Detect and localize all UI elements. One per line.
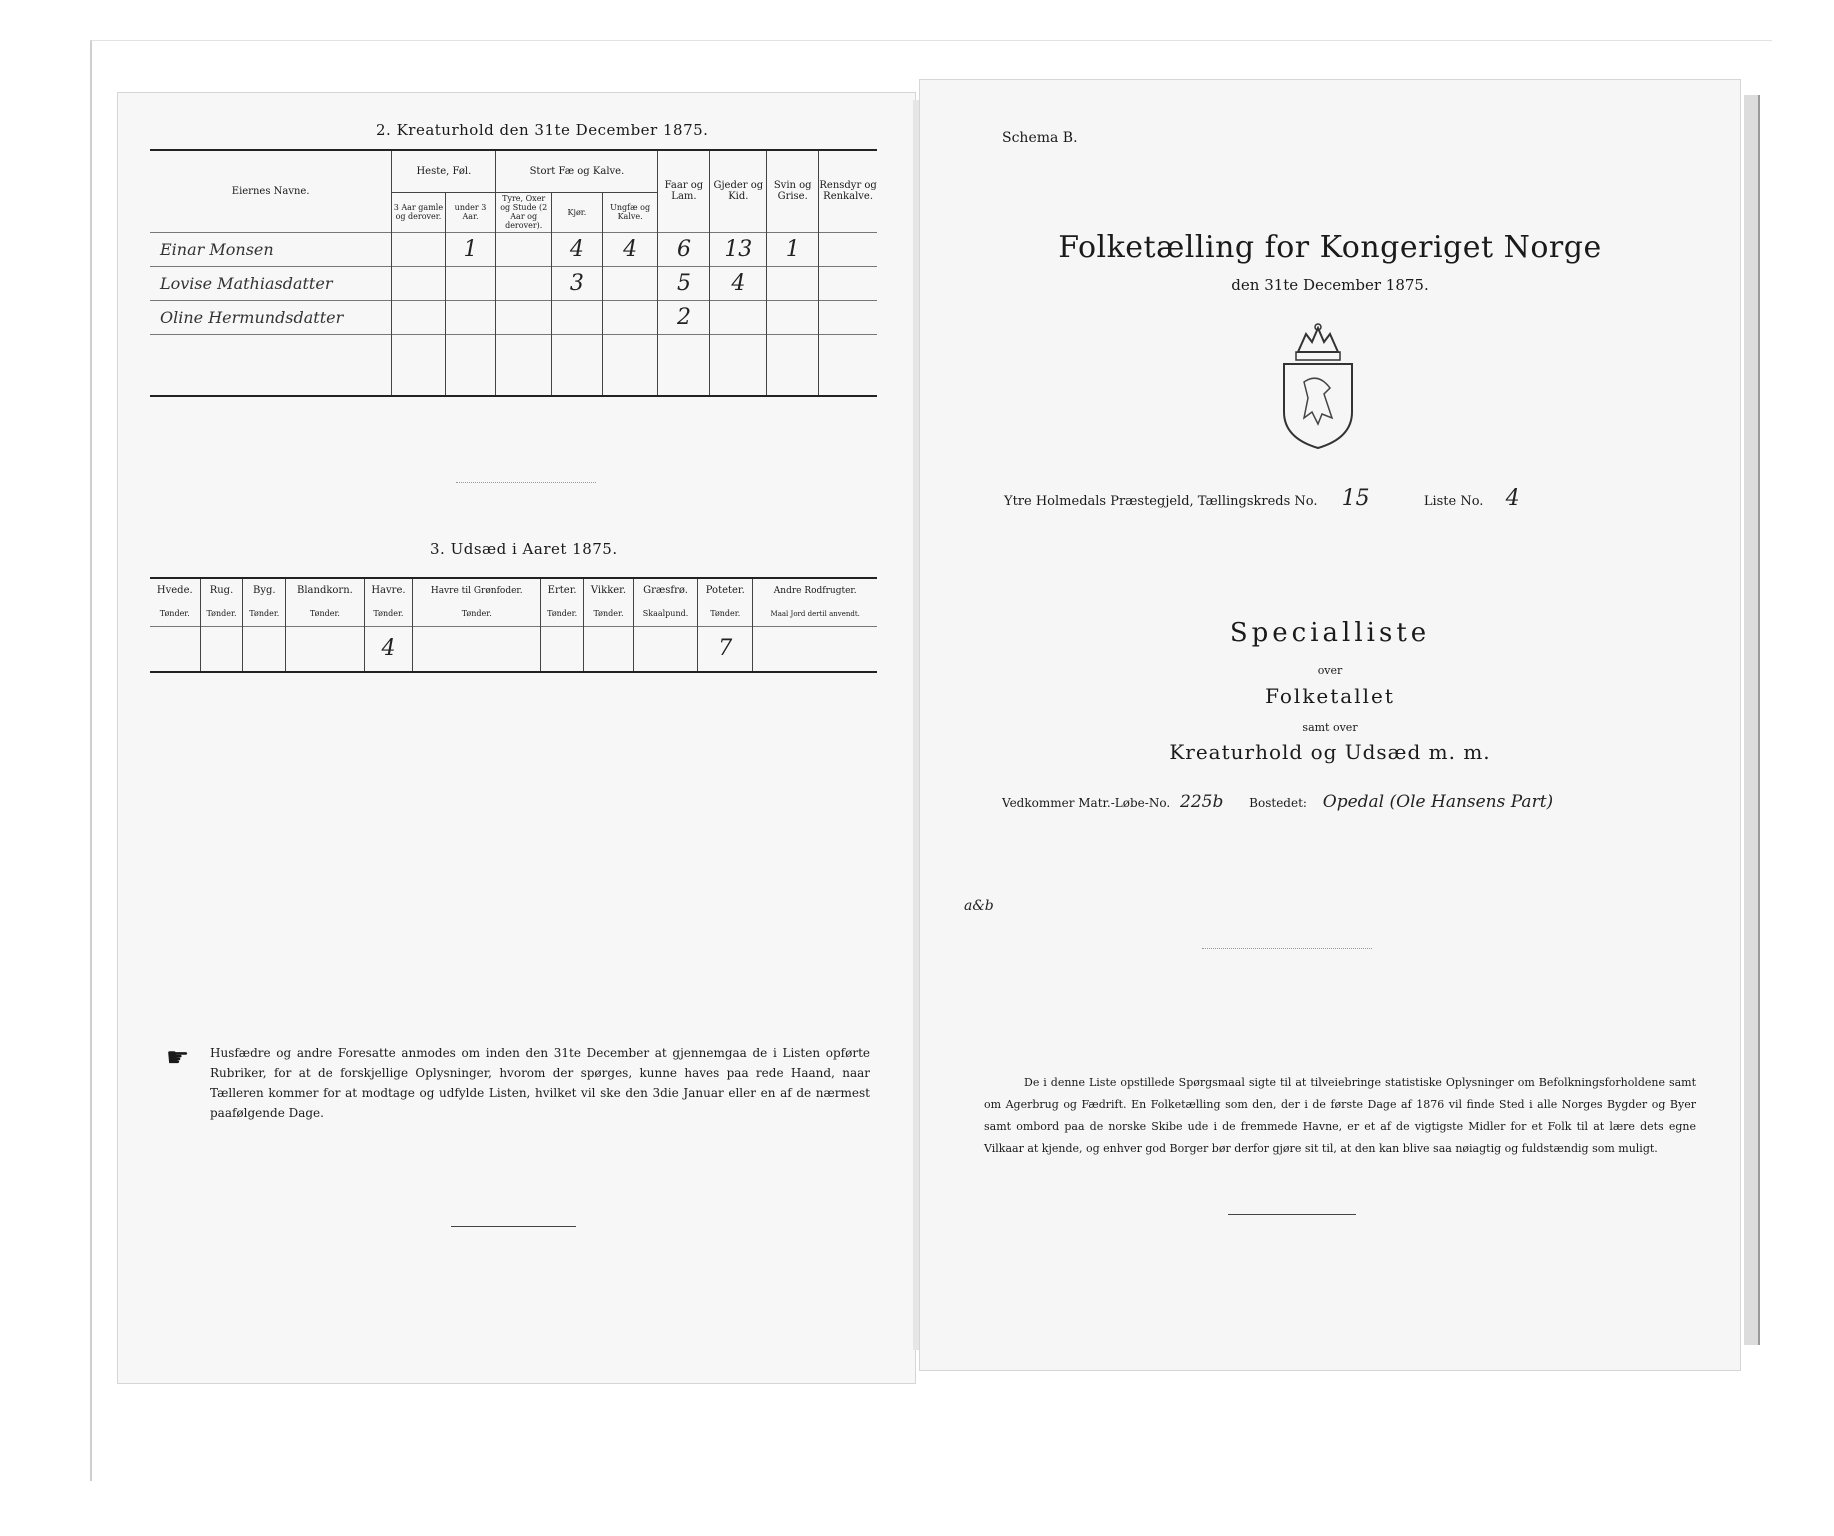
owner-name: Einar Monsen — [150, 232, 392, 266]
seed-unit: Maal Jord dertil anvendt. — [753, 602, 877, 626]
instructions-footnote: Husfædre og andre Foresatte anmodes om inden den 31te December at gjennemgaa de i Listen opførte Rubriker, for at de forskjellige Oplysninger, hvorom der spørges, kunne haves paa rede Haand, naar Tælleren kommer for at modtage og udfylde Listen, hvilket vil ske den 3die Januar eller en af de nærmest paafølgende Dage. — [210, 1046, 870, 1120]
sheep-header: Faar og Lam. — [658, 150, 710, 232]
seed-header: Rug. — [200, 578, 243, 602]
separator-dots — [456, 482, 596, 484]
seed-header: Havre til Grønfoder. — [413, 578, 541, 602]
cell — [819, 300, 877, 334]
seed-value — [286, 626, 364, 672]
cell: 5 — [658, 266, 710, 300]
cell — [767, 300, 819, 334]
seed-unit: Tønder. — [413, 602, 541, 626]
coat-of-arms-icon — [1272, 322, 1364, 452]
seed-header: Græsfrø. — [633, 578, 697, 602]
seed-value — [150, 626, 200, 672]
matr-label: Vedkommer Matr.-Løbe-No. — [1002, 796, 1171, 810]
cattle-header: Stort Fæ og Kalve. — [496, 150, 658, 192]
cell — [392, 266, 445, 300]
cell — [602, 266, 658, 300]
reindeer-header: Rensdyr og Renkalve. — [819, 150, 877, 232]
seed-unit: Tønder. — [286, 602, 364, 626]
cell — [819, 368, 877, 396]
seed-unit: Tønder. — [584, 602, 634, 626]
cell — [496, 300, 552, 334]
seed-values-row — [150, 626, 877, 672]
kreaturhold-heading: Kreaturhold og Udsæd m. m. — [1169, 740, 1491, 764]
cell — [819, 334, 877, 368]
seed-unit: Skaalpund. — [633, 602, 697, 626]
cell — [445, 334, 496, 368]
seed-unit: Tønder. — [243, 602, 286, 626]
cell — [496, 232, 552, 266]
seed-table — [150, 577, 877, 673]
cell: 6 — [658, 232, 710, 266]
cell: 1 — [767, 232, 819, 266]
bosted-label: Bostedet: — [1249, 796, 1307, 810]
seed-value — [243, 626, 286, 672]
page-gutter — [913, 100, 920, 1350]
district-label: Ytre Holmedals Præstegjeld, Tællingskreds No. — [1004, 494, 1318, 509]
seed-value — [753, 626, 877, 672]
horses-old-header: 3 Aar gamle og derover. — [392, 192, 445, 232]
liste-label: Liste No. — [1423, 494, 1484, 509]
seed-header: Vikker. — [584, 578, 634, 602]
cell — [767, 368, 819, 396]
bosted-value: Opedal (Ole Hansens Part) — [1322, 792, 1554, 812]
livestock-row — [150, 232, 877, 266]
cell — [658, 334, 710, 368]
seed-value — [633, 626, 697, 672]
bottom-rule — [451, 1226, 576, 1227]
folketallet-heading: Folketallet — [1265, 684, 1395, 708]
right-page — [920, 80, 1740, 1370]
cell: 4 — [602, 232, 658, 266]
seed-value — [413, 626, 541, 672]
seed-unit: Tønder. — [159, 609, 190, 619]
matr-value: 225b — [1180, 792, 1224, 812]
cell: 2 — [658, 300, 710, 334]
margin-mark: a&b — [964, 898, 994, 914]
livestock-table — [150, 149, 877, 397]
seed-section-title: 3. Udsæd i Aaret 1875. — [430, 540, 618, 558]
young-cattle-header: Ungfæ og Kalve. — [602, 192, 658, 232]
cell — [496, 334, 552, 368]
seed-value — [541, 626, 584, 672]
seed-value: 7 — [698, 626, 753, 672]
cell: 1 — [445, 232, 496, 266]
seed-header: Poteter. — [698, 578, 753, 602]
bulls-header: Tyre, Oxer og Stude (2 Aar og derover). — [496, 192, 552, 232]
livestock-row — [150, 266, 877, 300]
cell — [658, 368, 710, 396]
samt-over-label: samt over — [1302, 721, 1358, 734]
livestock-row — [150, 368, 877, 396]
seed-header: Hvede. — [150, 578, 200, 602]
cell — [819, 232, 877, 266]
bottom-rule — [1228, 1214, 1356, 1215]
left-page — [118, 93, 915, 1383]
seed-value — [200, 626, 243, 672]
census-purpose-note: De i denne Liste opstillede Spørgsmaal sigte til at tilveiebringe statistiske Oplysninger om Befolkningsforholdene samt om Agerbrug og Fædrift. En Folketælling som den, der i de første Dage af 1876 vil finde Sted i alle Norges Bygder og Byer samt ombord paa de norske Skibe ude i de fremmede Havne, er et af de vigtigste Midler for et Folk til at lære dets egne Vilkaar at kjende, og enhver god Borger bør derfor gjøre sit til, at den kan blive saa nøiagtig og fuldstændig som muligt. — [984, 1076, 1696, 1155]
cell — [602, 368, 658, 396]
owner-name: Oline Hermundsdatter — [150, 300, 392, 334]
cell — [767, 266, 819, 300]
pigs-header: Svin og Grise. — [767, 150, 819, 232]
cell — [445, 266, 496, 300]
cell — [392, 300, 445, 334]
seed-header: Havre. — [364, 578, 413, 602]
seed-unit: Tønder. — [200, 602, 243, 626]
over-label: over — [1317, 664, 1343, 677]
cell: 4 — [551, 232, 602, 266]
pointing-hand-icon: ☛ — [166, 1043, 190, 1073]
separator-dots — [1202, 948, 1372, 950]
cell — [445, 300, 496, 334]
cell — [602, 300, 658, 334]
cell — [767, 334, 819, 368]
cell — [496, 368, 552, 396]
cell — [496, 266, 552, 300]
cell — [392, 232, 445, 266]
cell — [392, 368, 445, 396]
owner-header: Eiernes Navne. — [150, 150, 392, 232]
seed-unit: Tønder. — [541, 602, 584, 626]
cell — [551, 300, 602, 334]
seed-header: Blandkorn. — [286, 578, 364, 602]
horses-header: Heste, Føl. — [392, 150, 496, 192]
census-date: den 31te December 1875. — [1231, 276, 1429, 294]
cell — [602, 334, 658, 368]
cell — [551, 334, 602, 368]
district-number: 15 — [1341, 486, 1370, 511]
cell: 13 — [710, 232, 767, 266]
cell — [551, 368, 602, 396]
district-line — [1004, 486, 1520, 511]
schema-label: Schema B. — [1002, 130, 1078, 146]
census-title: Folketælling for Kongeriget Norge — [1058, 230, 1602, 265]
cell — [710, 334, 767, 368]
cows-header: Kjør. — [551, 192, 602, 232]
property-line — [1002, 792, 1553, 812]
cell — [819, 266, 877, 300]
liste-number: 4 — [1505, 486, 1520, 511]
specialliste-heading: Specialliste — [1229, 618, 1431, 648]
livestock-section-title: 2. Kreaturhold den 31te December 1875. — [376, 121, 709, 139]
owner-name — [150, 334, 392, 368]
cell — [392, 334, 445, 368]
goats-header: Gjeder og Kid. — [710, 150, 767, 232]
seed-header: Erter. — [541, 578, 584, 602]
seed-value: 4 — [364, 626, 413, 672]
horses-young-header: under 3 Aar. — [445, 192, 496, 232]
cell — [150, 368, 392, 396]
cell — [710, 368, 767, 396]
seed-unit: Tønder. — [364, 602, 413, 626]
livestock-row — [150, 300, 877, 334]
cell — [710, 300, 767, 334]
seed-unit: Tønder. — [698, 602, 753, 626]
owner-name: Lovise Mathiasdatter — [150, 266, 392, 300]
livestock-row — [150, 334, 877, 368]
seed-header: Andre Rodfrugter. — [753, 578, 877, 602]
seed-value — [584, 626, 634, 672]
page-stack-edge — [1744, 95, 1760, 1345]
cell: 3 — [551, 266, 602, 300]
seed-header: Byg. — [243, 578, 286, 602]
cell: 4 — [710, 266, 767, 300]
cell — [445, 368, 496, 396]
